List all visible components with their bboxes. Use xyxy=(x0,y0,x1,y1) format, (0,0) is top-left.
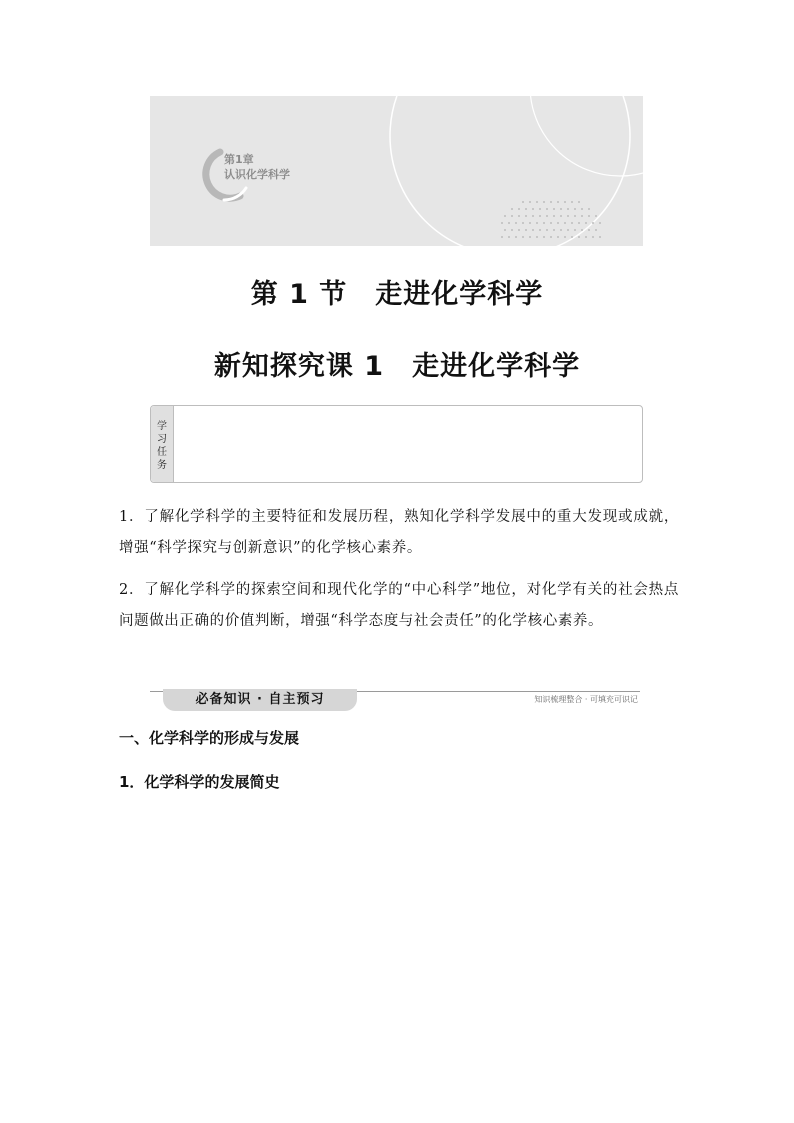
chapter-banner xyxy=(150,96,643,246)
objective-2: 2．了解化学科学的探索空间和现代化学的“中心科学”地位，对化学有关的社会热点问题做出正确的价值判断，增强“科学态度与社会责任”的化学核心素养。 xyxy=(119,582,679,629)
learning-task-tab xyxy=(151,406,174,482)
dot-pattern xyxy=(501,201,601,238)
sub-heading: 1．化学科学的发展简史 xyxy=(119,773,280,791)
lesson-title: 新知探究课 1 走进化学科学 xyxy=(213,351,581,382)
section-label: 必备知识 · 自主预习 xyxy=(163,689,357,711)
part-heading: 一、化学科学的形成与发展 xyxy=(119,729,300,747)
section-header-bar xyxy=(150,688,640,712)
chapter-name: 认识化学科学 xyxy=(224,168,290,181)
learning-task-label: 学习任务 xyxy=(157,421,167,471)
learning-task-box xyxy=(150,405,643,483)
section-title: 第 1 节 走进化学科学 xyxy=(250,279,544,310)
objective-1: 1．了解化学科学的主要特征和发展历程，熟知化学科学发展中的重大发现或成就，增强“科学探究与创新意识”的化学核心素养。 xyxy=(119,509,679,556)
chapter-label xyxy=(204,152,290,182)
chapter-number: 第1章 xyxy=(224,153,254,166)
section-note: 知识梳理整合 · 可填充可识记 xyxy=(534,695,638,704)
